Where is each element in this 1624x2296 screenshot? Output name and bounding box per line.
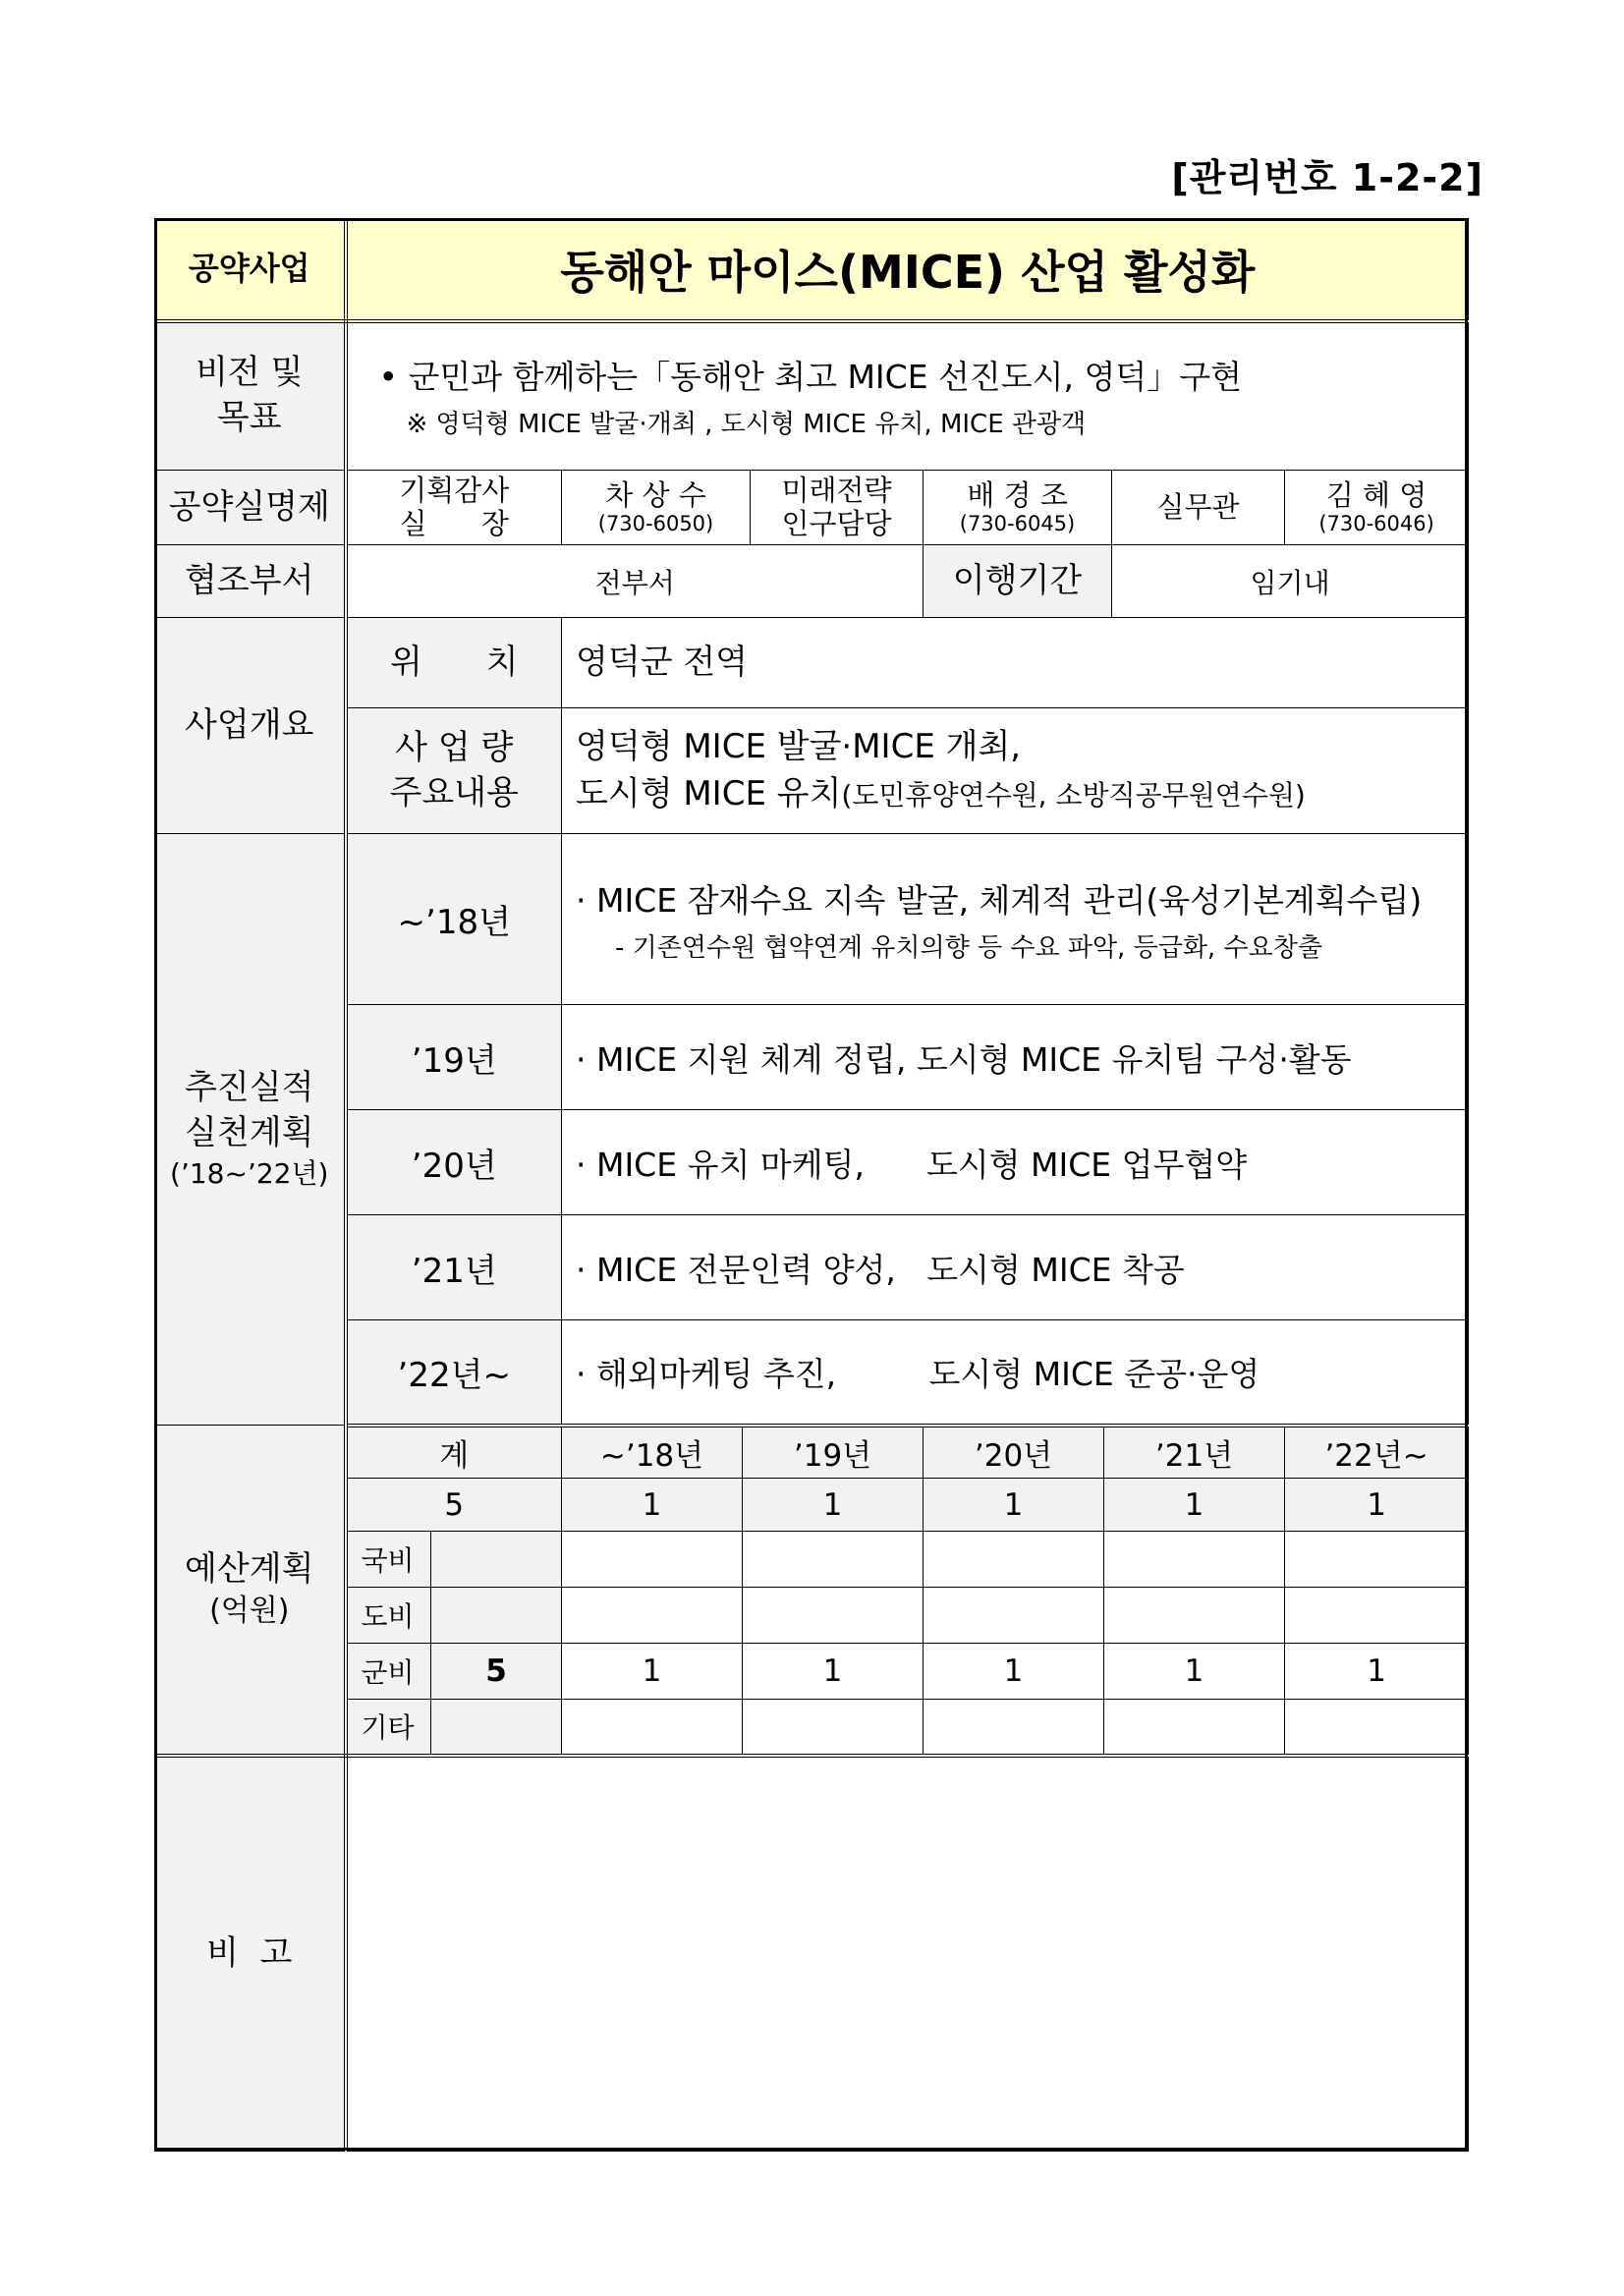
budget-source-total: 5	[431, 1644, 562, 1700]
budget-cell: 1	[1104, 1644, 1285, 1700]
budget-cell	[743, 1588, 924, 1644]
progress-plan: · MICE 지원 체계 정립, 도시형 MICE 유치팀 구성·활동	[562, 1005, 1469, 1110]
budget-header: ’19년	[743, 1426, 924, 1479]
budget-total: 1	[1104, 1479, 1285, 1532]
budget-cell	[1285, 1588, 1469, 1644]
location-label: 위 치	[346, 618, 562, 708]
budget-cell: 1	[1285, 1644, 1469, 1700]
budget-total: 1	[743, 1479, 924, 1532]
pledge-label: 공약사업	[155, 219, 346, 321]
budget-cell	[562, 1532, 743, 1588]
overview-label: 사업개요	[155, 618, 346, 834]
budget-total: 1	[1285, 1479, 1469, 1532]
budget-cell: 1	[562, 1644, 743, 1700]
vision-content	[346, 321, 1469, 471]
budget-total: 1	[562, 1479, 743, 1532]
location-value: 영덕군 전역	[562, 618, 1469, 708]
progress-year: ’20년	[346, 1110, 562, 1215]
budget-header: ~’18년	[562, 1426, 743, 1479]
progress-plan: · MICE 전문인력 양성, 도시형 MICE 착공	[562, 1215, 1469, 1320]
budget-cell	[924, 1700, 1104, 1756]
progress-year: ’22년~	[346, 1320, 562, 1426]
budget-cell	[1104, 1700, 1285, 1756]
budget-cell: 1	[743, 1644, 924, 1700]
responsible-title-3: 실무관	[1112, 471, 1285, 545]
budget-source: 도비	[346, 1588, 431, 1644]
budget-cell: 1	[924, 1644, 1104, 1700]
progress-plan: · MICE 유치 마케팅, 도시형 MICE 업무협약	[562, 1110, 1469, 1215]
progress-year: ’19년	[346, 1005, 562, 1110]
budget-cell	[1285, 1700, 1469, 1756]
period-label: 이행기간	[924, 545, 1112, 618]
content-value: 영덕형 MICE 발굴·MICE 개최, 도시형 MICE 유치(도민휴양연수원, 소방직공무원연수원)	[562, 708, 1469, 834]
cooperation-label: 협조부서	[155, 545, 346, 618]
budget-source-total	[431, 1532, 562, 1588]
budget-source-total	[431, 1588, 562, 1644]
content-label: 사 업 량 주요내용	[346, 708, 562, 834]
period-value: 임기내	[1112, 545, 1469, 618]
budget-source: 군비	[346, 1644, 431, 1700]
vision-note: ※ 영덕형 MICE 발굴·개최 , 도시형 MICE 유치, MICE 관광객	[406, 410, 1087, 440]
vision-goal: • 군민과 함께하는「동해안 최고 MICE 선진도시, 영덕」구현	[378, 358, 1243, 397]
responsible-person-1: 차 상 수 (730-6050)	[562, 471, 751, 545]
budget-source: 국비	[346, 1532, 431, 1588]
responsible-title-1: 기획감사 실 장	[346, 471, 562, 545]
pledge-table	[154, 218, 1469, 2152]
remarks-value	[346, 1756, 1469, 2152]
page-title: 동해안 마이스(MICE) 산업 활성화	[346, 219, 1469, 321]
progress-label: 추진실적 실천계획 (’18~’22년)	[155, 834, 346, 1426]
responsible-person-3: 김 혜 영 (730-6046)	[1285, 471, 1469, 545]
progress-year: ’21년	[346, 1215, 562, 1320]
management-number: [관리번호 1-2-2]	[1171, 156, 1484, 199]
budget-cell	[924, 1532, 1104, 1588]
budget-label: 예산계획 (억원)	[155, 1426, 346, 1756]
progress-plan: · 해외마케팅 추진, 도시형 MICE 준공·운영	[562, 1320, 1469, 1426]
budget-cell	[1104, 1588, 1285, 1644]
responsible-label: 공약실명제	[155, 471, 346, 545]
budget-cell	[1285, 1532, 1469, 1588]
budget-cell	[743, 1700, 924, 1756]
budget-cell	[1104, 1532, 1285, 1588]
budget-cell	[924, 1588, 1104, 1644]
budget-header: ’20년	[924, 1426, 1104, 1479]
budget-header: ’21년	[1104, 1426, 1285, 1479]
budget-cell	[743, 1532, 924, 1588]
vision-label: 비전 및 목표	[155, 321, 346, 471]
responsible-person-2: 배 경 조 (730-6045)	[924, 471, 1112, 545]
budget-source-total	[431, 1700, 562, 1756]
budget-header: 계	[346, 1426, 562, 1479]
budget-total: 5	[346, 1479, 562, 1532]
cooperation-value: 전부서	[346, 545, 924, 618]
budget-source: 기타	[346, 1700, 431, 1756]
responsible-title-2: 미래전략 인구담당	[751, 471, 924, 545]
budget-total: 1	[924, 1479, 1104, 1532]
budget-header: ’22년~	[1285, 1426, 1469, 1479]
remarks-label: 비 고	[155, 1756, 346, 2152]
progress-plan: · MICE 잠재수요 지속 발굴, 체계적 관리(육성기본계획수립) - 기존연수원 협약연계 유치의향 등 수요 파악, 등급화, 수요창출	[562, 834, 1469, 1005]
budget-cell	[562, 1700, 743, 1756]
progress-year: ~’18년	[346, 834, 562, 1005]
budget-cell	[562, 1588, 743, 1644]
